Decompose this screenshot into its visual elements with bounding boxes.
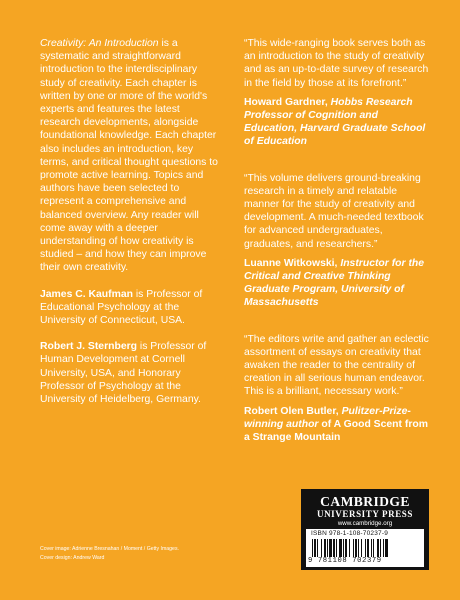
barcode-digits: 9 781108 702379 bbox=[308, 557, 382, 565]
endorsement-attribution bbox=[244, 257, 430, 310]
publisher-name-line1: CAMBRIDGE bbox=[320, 494, 410, 509]
description-text: is a systematic and straightforward introduction to the interdisciplinary study of creativity. Each chapter is written by one or more of the world's experts and features the latest research developments, alongside foundational knowledge. Each chapter also includes an introduction, key terms, and critical thought questions to promote active learning. Topics and authors have been selected to represent a comprehensive and balanced overview. Any reader will come away with a deeper understanding of how creativity is studied – and how they can improve their own creativity. bbox=[40, 38, 218, 274]
endorser-name: Robert Olen Butler, bbox=[244, 405, 342, 417]
publisher-url: www.cambridge.org bbox=[337, 520, 393, 527]
book-title: Creativity: An Introduction bbox=[40, 38, 159, 49]
editor-bio-text: is Professor of Human Development at Cornell University, USA, and Honorary Professor of Psychology at the University of Heidelberg, Germany. bbox=[40, 341, 207, 406]
endorsement-attribution bbox=[244, 96, 430, 149]
endorser-name: Howard Gardner, bbox=[244, 96, 331, 108]
editor-bio bbox=[40, 340, 222, 406]
endorser-role: Pulitzer-Prize-winning author bbox=[244, 405, 411, 430]
endorsements-column bbox=[244, 37, 430, 467]
endorser-role: Hobbs Research Professor of Cognition and Education, Harvard Graduate School of Education bbox=[244, 96, 426, 148]
back-cover-left-column bbox=[40, 37, 222, 419]
editor-bio-text: is Professor of Educational Psychology at the University of Connecticut, USA. bbox=[40, 288, 203, 327]
cover-credits bbox=[40, 545, 179, 562]
endorser-work: of A Good Scent from a Strange Mountain bbox=[244, 418, 428, 444]
endorsement-attribution bbox=[244, 405, 430, 445]
cover-design-credit: Cover design: Andrew Ward bbox=[40, 554, 105, 561]
barcode-icon bbox=[312, 539, 418, 557]
book-description bbox=[40, 37, 222, 275]
editor-name: Robert J. Sternberg bbox=[40, 341, 137, 353]
editor-bio bbox=[40, 288, 222, 328]
editor-name: James C. Kaufman bbox=[40, 288, 133, 300]
endorsement-quote: “This wide-ranging book serves both as an introduction to the study of creativity and as an up-to-date survey of research in the field by those at its forefront.” bbox=[244, 38, 429, 89]
endorsement-quote: “The editors write and gather an eclectic assortment of essays on creativity that awaken the reader to the centrality of creation in all serious human endeavor. This is a brilliant, necessary work.” bbox=[244, 333, 429, 398]
publisher-logo bbox=[310, 495, 420, 528]
isbn-barcode bbox=[306, 529, 424, 567]
endorser-name: Luanne Witkowski, bbox=[244, 257, 341, 269]
endorsement-quote: “This volume delivers ground-breaking research in a timely and relatable manner for the study of creativity and development. A much-needed textbook for advanced undergraduates, graduates, and researchers.” bbox=[244, 172, 424, 250]
publisher-name-line2: UNIVERSITY PRESS bbox=[316, 509, 414, 519]
isbn-label: ISBN 978-1-108-70237-9 bbox=[311, 530, 389, 537]
publisher-barcode-block bbox=[301, 489, 429, 570]
endorser-role: Instructor for the Critical and Creative Thinking Graduate Program, University of Massachusetts bbox=[244, 257, 425, 309]
cover-image-credit: Cover image: Adrienne Bresnahan / Moment / Getty Images. bbox=[40, 546, 179, 552]
